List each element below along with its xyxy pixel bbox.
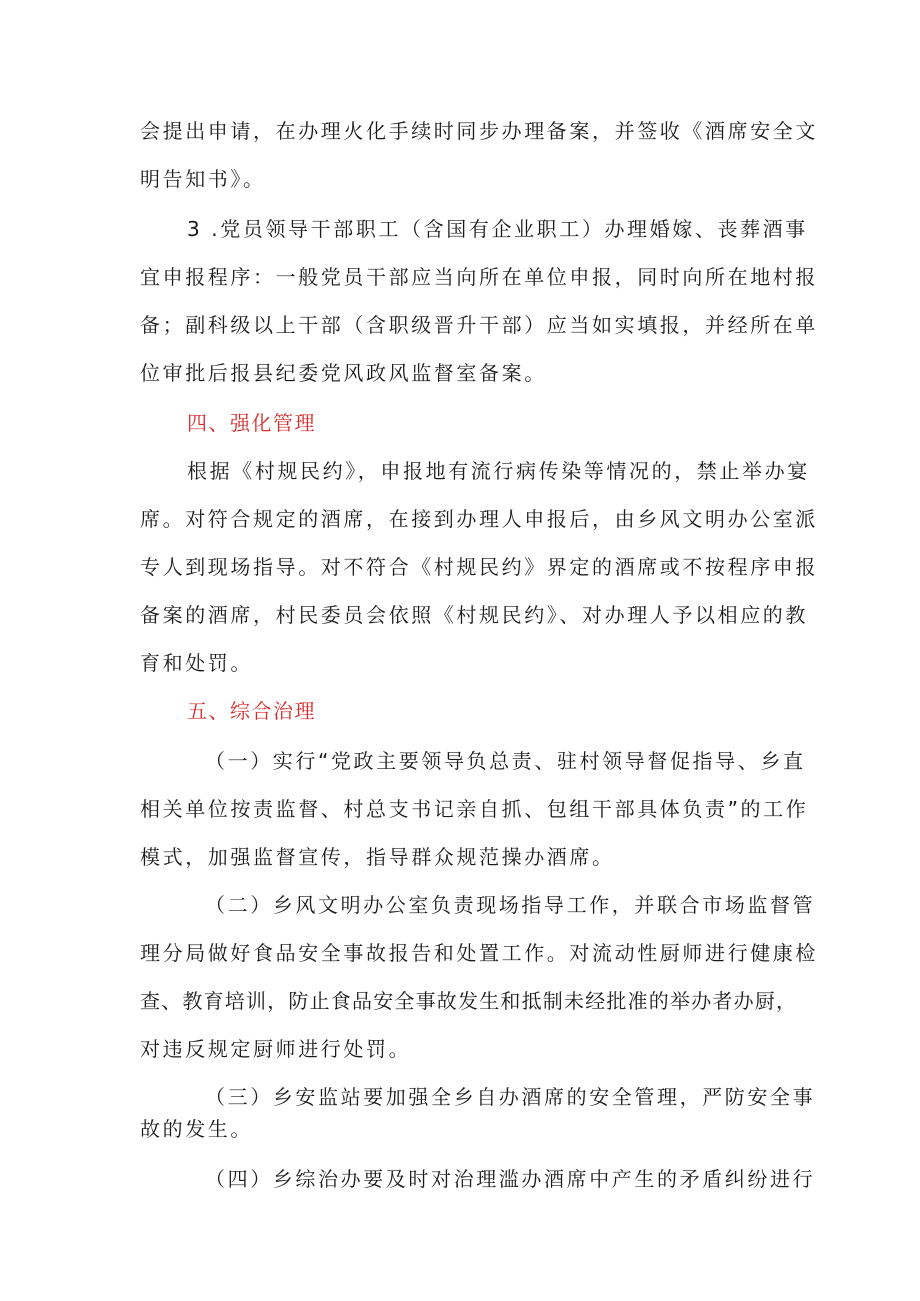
paragraph-line: 查、教育培训，防止食品安全事故发生和抵制未经批准的举办者办厨， [140,989,798,1013]
section-heading: 五、综合治理 [187,699,316,723]
paragraph-line: （一）实行“党政主要领导负总责、驻村领导督促指导、乡直 [205,749,806,773]
paragraph-line: 宜申报程序：一般党员干部应当向所在单位申报，同时向所在地村报 [140,265,818,289]
paragraph-line: （四）乡综治办要及时对治理滥办酒席中产生的矛盾纠纷进行 [205,1167,816,1191]
paragraph-line: 备案的酒席，村民委员会依照《村规民约》、对办理人予以相应的教 [140,603,808,627]
paragraph-line: 会提出申请，在办理火化手续时同步办理备案，并签收《酒席安全文 [140,119,818,143]
paragraph-line: 对违反规定厨师进行处罚。 [140,1037,412,1061]
paragraph-line: （二）乡风文明办公室负责现场指导工作，并联合市场监督管 [205,893,816,917]
paragraph-line: 席。对符合规定的酒席，在接到办理人申报后，由乡风文明办公室派 [140,507,818,531]
paragraph-line: 专人到现场指导。对不符合《村规民约》界定的酒席或不按程序申报 [140,555,818,579]
paragraph-line: 明告知书》。 [140,167,266,191]
section-heading: 四、强化管理 [187,411,316,435]
paragraph-line: 育和处罚。 [140,651,253,675]
paragraph-line: 模式，加强监督宣传，指导群众规范操办酒席。 [140,845,615,869]
paragraph-line: 根据《村规民约》，申报地有流行病传染等情况的，禁止举办宴 [187,459,810,483]
paragraph-line: 3 .党员领导干部职工（含国有企业职工）办理婚嫁、丧葬酒事 [187,217,808,241]
paragraph-line: 位审批后报县纪委党风政风监督室备案。 [140,361,547,385]
paragraph-line: （三）乡安监站要加强全乡自办酒席的安全管理，严防安全事 [205,1085,816,1109]
paragraph-line: 备；副科级以上干部（含职级晋升干部）应当如实填报，并经所在单 [140,313,818,337]
paragraph-line: 故的发生。 [140,1117,253,1141]
paragraph-line: 理分局做好食品安全事故报告和处置工作。对流动性厨师进行健康检 [140,941,818,965]
paragraph-line: 相关单位按责监督、村总支书记亲自抓、包组干部具体负责”的工作 [140,797,809,821]
